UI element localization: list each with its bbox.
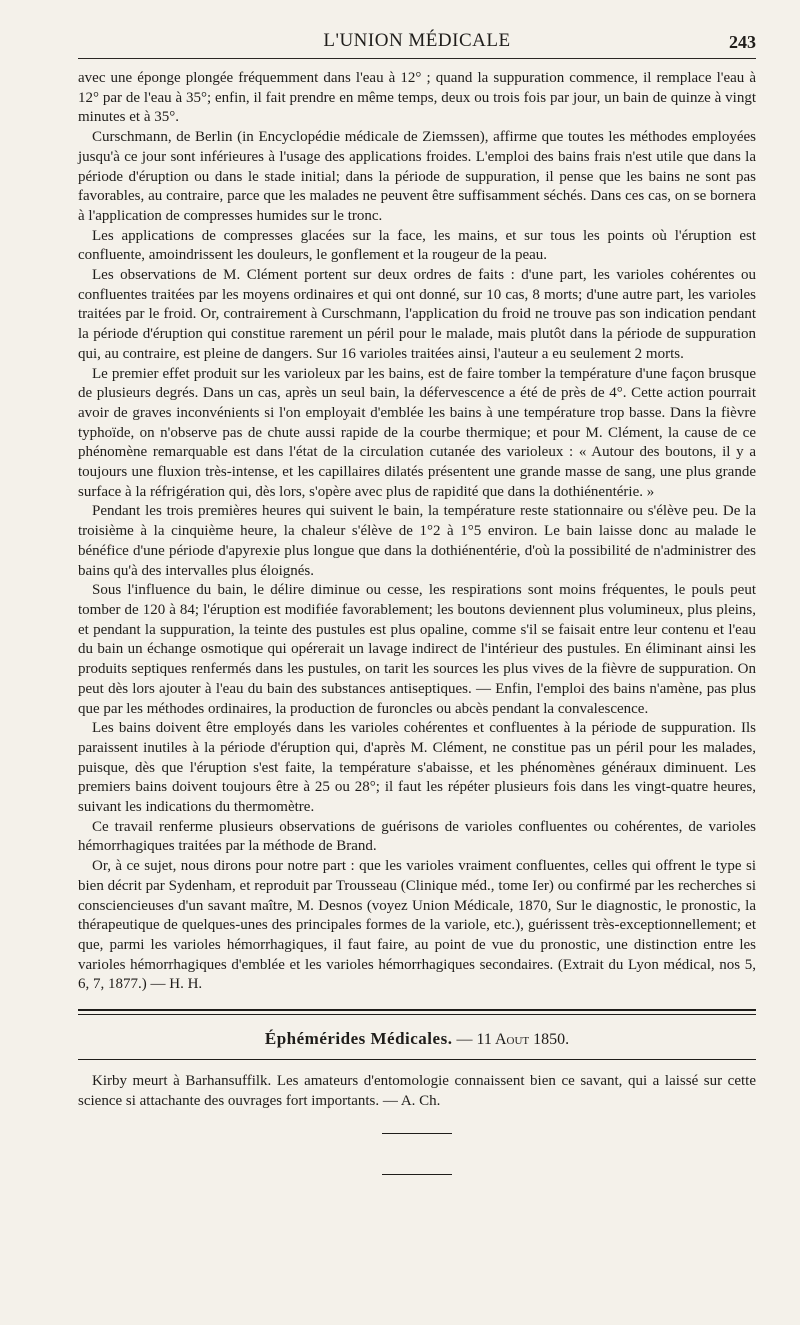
paragraph: Or, à ce sujet, nous dirons pour notre part : que les varioles vraiment confluentes, celles qui offrent le type si bien décrit par Sydenham, et reproduit par Trousseau (Clinique méd., tome Ier) ou confirmé par les recherches si consciencieuses d'un savant maître, M. Desnos (voyez Union Médicale, 1870, Sur le diagnostic, le pronostic, la thérapeutique de quelques-unes des principales formes de la variole, etc.), guérissent très-exceptionnellement; et que, parmi les varioles hémorrhagiques, il faut faire, au point de vue du pronostic, une distinction entre les varioles hémorrhagiques d'emblée et les varioles hémorrhagiques secondaires. (Extrait du Lyon médical, nos 5, 6, 7, 1877.) — H. H. [78, 858, 756, 993]
section-title-date: — 11 Aout 1850. [456, 1031, 570, 1049]
article-body [78, 69, 756, 995]
paragraph: Le premier effet produit sur les varioleux par les bains, est de faire tomber la température d'une façon brusque de plusieurs degrés. Dans un cas, après un seul bain, la défervescence a été de près de 4°. Cette action pourrait avoir de graves inconvénients si l'on employait d'emblée les bains à une température trop basse. Dans la fièvre typhoïde, on n'observe pas de chute aussi rapide de la courbe thermique; et pour M. Clément, la cause de ce phénomène remarquable est dans l'état de la circulation cutanée des varioleux : « Autour des boutons, il y a toujours une fluxion très-intense, et les capillaires dilatés présentent une grande masse de sang, une plus grande surface à la réfrigération qui, dès lors, s'opère avec plus de rapidité que dans la dothiénentérie. » [78, 365, 756, 500]
page-header [78, 30, 756, 59]
section-underline [78, 1059, 756, 1060]
end-rule [382, 1174, 452, 1175]
section-paragraph: Kirby meurt à Barhansuffilk. Les amateurs d'entomologie connaissent bien ce savant, qui a laissé sur cette science si attachante des ouvrages fort importants. — A. Ch. [78, 1073, 756, 1109]
paragraph: Sous l'influence du bain, le délire diminue ou cesse, les respirations sont moins fréquentes, le pouls peut tomber de 120 à 84; l'éruption est modifiée favorablement; les boutons deviennent plus volumineux, plus pleins, et pendant la suppuration, la teinte des pustules est plus opaline, comme s'il se faisait entre leur contenu et l'eau du bain un échange osmotique qui opérerait un lavage indirect de l'intérieur des pustules. En éliminant ainsi les produits septiques renfermés dans les pustules, on tarit les sources les plus vives de la fièvre de suppuration. On peut dès lors ajouter à l'eau du bain des substances antiseptiques. — Enfin, l'emploi des bains n'amène, pas plus que par les méthodes ordinaires, la production de furoncles ou abcès pendant la convalescence. [78, 582, 756, 717]
section-body [78, 1072, 756, 1111]
end-rule [382, 1133, 452, 1134]
section-divider [78, 1009, 756, 1015]
section-title-name: Éphémérides Médicales. [264, 1029, 453, 1049]
page-number: 243 [729, 32, 756, 52]
paragraph: Les applications de compresses glacées sur la face, les mains, et sur tous les points où l'éruption est confluente, amoindrissent les douleurs, le gonflement et la rougeur de la peau. [78, 227, 756, 264]
paragraph: Curschmann, de Berlin (in Encyclopédie médicale de Ziemssen), affirme que toutes les méthodes employées jusqu'à ce jour sont inférieures à l'usage des applications froides. L'emploi des bains frais n'est utile que dans la période d'éruption ou dans le stade initial; dans la période de suppuration, il pense que les bains ne sont pas favorables, au contraire, parce que les malades ne peuvent être suffisamment séchés. Dans ces cas, on se bornera à l'application de compresses humides sur le tronc. [78, 129, 756, 224]
paragraph: Ce travail renferme plusieurs observations de guérisons de varioles confluentes ou cohérentes, de varioles hémorrhagiques traitées par la méthode de Brand. [78, 818, 756, 855]
paragraph: Les bains doivent être employés dans les varioles cohérentes et confluentes à la période de suppuration. Ils paraissent inutiles à la période d'éruption qui, d'après M. Clément, ne constitue pas un péril pour les malades, puisque, dès que l'éruption s'est faite, la température s'abaisse, et les phénomènes généraux diminuent. Les premiers bains doivent toujours être à 25 ou 28°; il faut les répéter plusieurs fois dans les vingt-quatre heures, suivant les indications du thermomètre. [78, 720, 756, 816]
section-title [78, 1029, 756, 1049]
journal-title: L'UNION MÉDICALE [323, 30, 511, 51]
paragraph: Les observations de M. Clément portent sur deux ordres de faits : d'une part, les varioles cohérentes ou confluentes traitées par les moyens ordinaires et qui ont donné, sur 10 cas, 8 morts; d'une autre part, les varioles traitées par le froid. Or, contrairement à Curschmann, l'application du froid ne trouve pas son indication pendant la période d'éruption qui constitue rarement un péril pour le malade, mais plutôt dans la période de suppuration qui, au contraire, est pleine de dangers. Sur 16 varioles traitées ainsi, l'auteur a eu seulement 2 morts. [78, 267, 756, 362]
paragraph: Pendant les trois premières heures qui suivent le bain, la température reste stationnaire ou s'élève peu. De la troisième à la cinquième heure, la chaleur s'élève de 1°2 à 1°5 environ. Le bain laisse donc au malade le bénéfice d'une période d'apyrexie plus longue que dans la dothiénentérie, d'où la possibilité de n'administrer des bains qu'à des intervalles plus éloignés. [78, 503, 756, 579]
paragraph: avec une éponge plongée fréquemment dans l'eau à 12° ; quand la suppuration commence, il remplace l'eau à 12° par de l'eau à 35°; enfin, il fait prendre en même temps, deux ou trois fois par jour, un bain de quinze à vingt minutes et à 35°. [78, 70, 756, 126]
